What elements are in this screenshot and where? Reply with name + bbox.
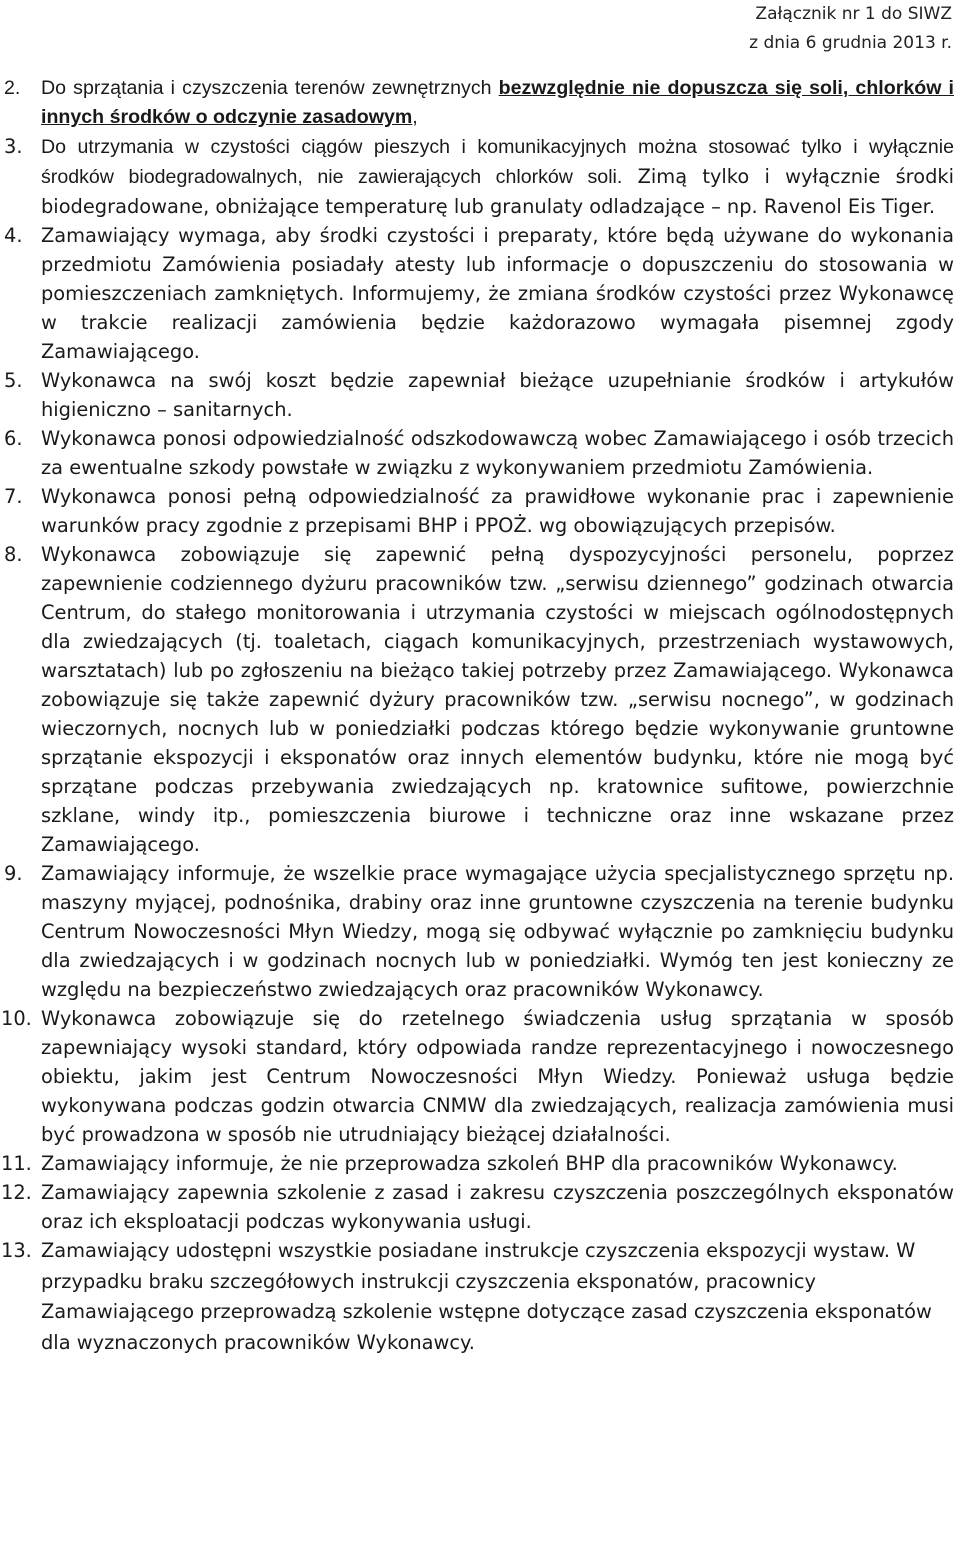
item-text: Zamawiający udostępni wszystkie posiadane instrukcje czyszczenia ekspozycji wystaw. W przypadku braku szczegółowych instrukcji czyszczenia eksponatów, pracownicy Zamawiającego przeprowadzą szkolenie wstępne dotyczące zasad czyszczenia eksponatów dla wyznaczonych pracowników Wykonawcy. — [41, 1239, 932, 1354]
item-text: Wykonawca na swój koszt będzie zapewniał bieżące uzupełnianie środków i artykułów higieniczno – sanitarnych. — [41, 369, 954, 421]
item-text: Do sprzątania i czyszczenia terenów zewnętrznych — [41, 77, 499, 99]
item-number: 7. — [4, 485, 23, 508]
item-number: 4. — [4, 224, 23, 247]
item-number: 5. — [4, 369, 23, 392]
list-item — [0, 74, 960, 132]
item-text: Wykonawca ponosi pełną odpowiedzialność za prawidłowe wykonanie prac i zapewnienie warunków pracy zgodnie z przepisami BHP i PPOŻ. wg obowiązujących przepisów. — [41, 485, 954, 537]
item-number: 6. — [4, 427, 23, 450]
item-text: Zamawiający informuje, że nie przeprowadza szkoleń BHP dla pracowników Wykonawcy. — [41, 1152, 898, 1175]
item-number: 11. — [1, 1152, 32, 1175]
item-number: 10. — [1, 1007, 32, 1030]
list-item — [0, 540, 960, 859]
list-item — [0, 1178, 960, 1236]
item-number: 12. — [1, 1181, 32, 1204]
item-number: 13. — [1, 1239, 32, 1262]
item-number: 2. — [4, 77, 21, 99]
item-text: Zamawiający informuje, że wszelkie prace wymagające użycia specjalistycznego sprzętu np. maszyny myjącej, podnośnika, drabiny oraz inne gruntowne czyszczenia na terenie budynku Centrum Nowoczesności Młyn Wiedzy, mogą się odbywać wyłącznie po zamknięciu budynku dla zwiedzających i w godzinach nocnych lub w poniedziałki. Wymóg ten jest konieczny ze względu na bezpieczeństwo zwiedzających oraz pracowników Wykonawcy. — [41, 862, 954, 1001]
list-item — [0, 1236, 960, 1358]
page-header — [749, 0, 952, 58]
item-number: 8. — [4, 543, 23, 566]
list-item — [0, 482, 960, 540]
list-item — [0, 859, 960, 1004]
item-text: Zamawiający zapewnia szkolenie z zasad i zakresu czyszczenia poszczególnych eksponatów oraz ich eksploatacji podczas wykonywania usługi. — [41, 1181, 954, 1233]
item-emphasis: bezwzględnie nie dopuszcza się soli, chlorków i innych środków o odczynie zasadowym — [41, 77, 954, 128]
list-item — [0, 1004, 960, 1149]
header-attachment-line: Załącznik nr 1 do SIWZ — [755, 4, 952, 24]
header-date-line: z dnia 6 grudnia 2013 r. — [749, 33, 952, 53]
item-number: 9. — [4, 862, 23, 885]
item-text: Wykonawca zobowiązuje się do rzetelnego świadczenia usług sprzątania w sposób zapewniający wysoki standard, który odpowiada randze reprezentacyjnego i nowoczesnego obiektu, jakim jest Centrum Nowoczesności Młyn Wiedzy. Ponieważ usługa będzie wykonywana podczas godzin otwarcia CNMW dla zwiedzających, realizacja zamówienia musi być prowadzona w sposób nie utrudniający bieżącej działalności. — [41, 1007, 954, 1146]
item-text: Wykonawca zobowiązuje się zapewnić pełną dyspozycyjności personelu, poprzez zapewnienie codziennego dyżuru pracowników tzw. „serwisu dziennego” godzinach otwarcia Centrum, do stałego monitorowania i utrzymania czystości w miejscach ogólnodostępnych dla zwiedzających (tj. toaletach, ciągach komunikacyjnych, przestrzeniach wystawowych, warsztatach) lub po zgłoszeniu na bieżąco takiej potrzeby przez Zamawiającego. Wykonawca zobowiązuje się także zapewnić dyżury pracowników tzw. „serwisu nocnego”, w godzinach wieczornych, nocnych lub w poniedziałki podczas którego będzie wykonywanie gruntowne sprzątanie ekspozycji i eksponatów oraz innych elementów budynku, które nie mogą być sprzątane podczas przebywania zwiedzających np. kratownice sufitowe, powierzchnie szklane, windy itp., pomieszczenia biurowe i techniczne oraz inne wskazane przez Zamawiającego. — [41, 543, 954, 856]
item-text: Do utrzymania w czystości ciągów pieszych i komunikacyjnych można stosować tylko i wyłącznie środków biodegradowalnych, nie zawierających chlorków soli. — [41, 136, 954, 188]
item-number: 3. — [4, 135, 23, 158]
list-item — [0, 424, 960, 482]
list-item — [0, 1149, 960, 1178]
item-text-continued: Zimą tylko i wyłącznie środki biodegradowane, obniżające temperaturę lub granulaty odladzające – np. Ravenol Eis Tiger. — [41, 165, 955, 218]
document-body — [0, 74, 960, 1358]
list-item — [0, 221, 960, 366]
item-text: Zamawiający wymaga, aby środki czystości i preparaty, które będą używane do wykonania przedmiotu Zamówienia posiadały atesty lub informacje o dopuszczeniu do stosowania w pomieszczeniach zamkniętych. Informujemy, że zmiana środków czystości przez Wykonawcę w trakcie realizacji zamówienia będzie każdorazowo wymagała pisemnej zgody Zamawiającego. — [41, 224, 954, 363]
list-item — [0, 366, 960, 424]
item-text-end: , — [412, 106, 418, 128]
item-text: Wykonawca ponosi odpowiedzialność odszkodowawczą wobec Zamawiającego i osób trzecich za ewentualne szkody powstałe w związku z wykonywaniem przedmiotu Zamówienia. — [41, 427, 954, 479]
list-item — [0, 132, 960, 221]
